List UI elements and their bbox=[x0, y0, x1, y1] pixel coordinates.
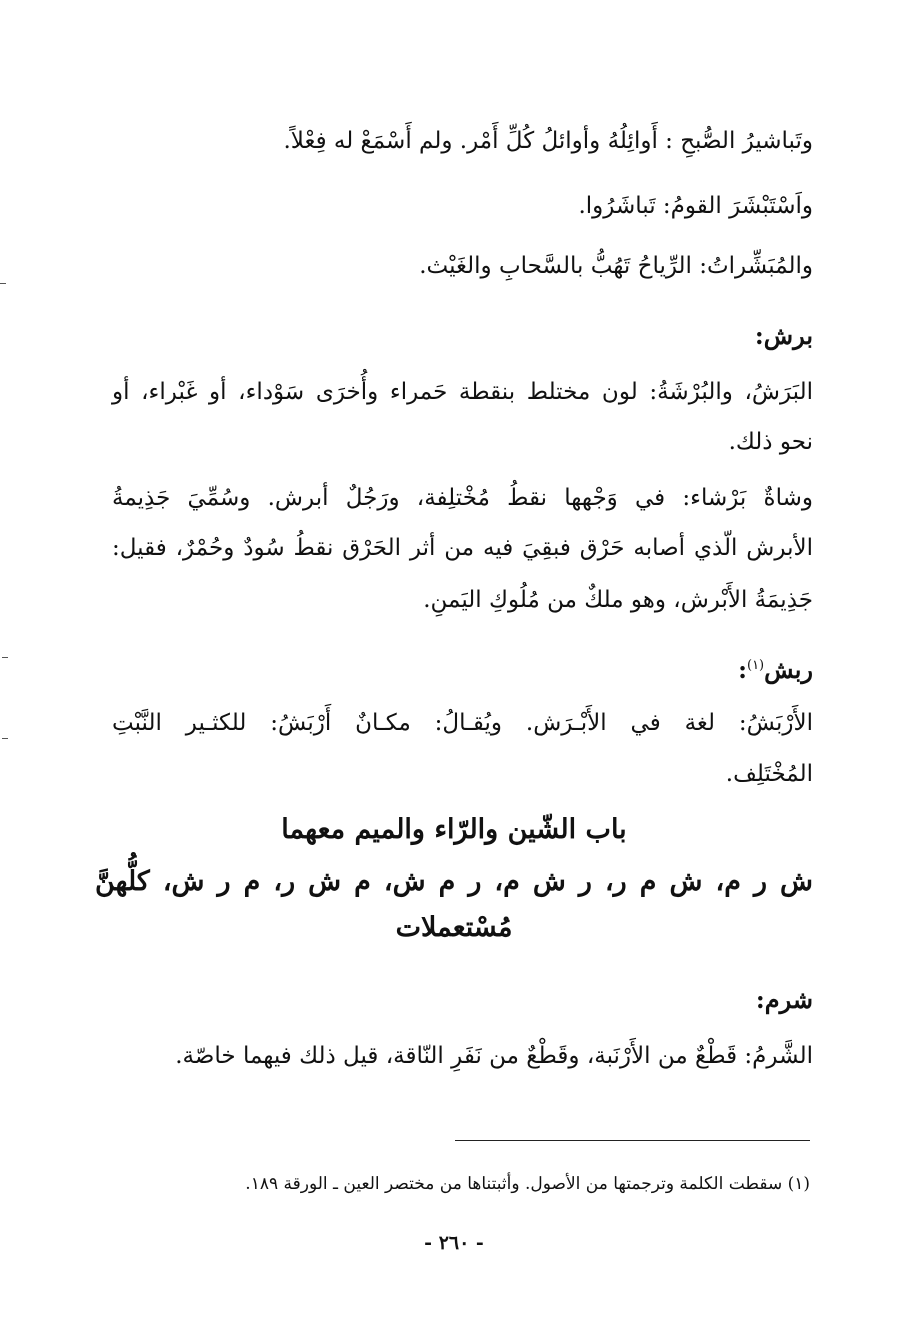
text-line: الأبرش الّذي أصابه حَرْق فبقِيَ فيه من أثر الحَرْق نقطُ سُودٌ وحُمْرٌ، فقيل: bbox=[112, 535, 813, 561]
text-line: جَذِيمَةُ الأَبْرش، وهو ملكٌ من مُلُوكِ اليَمنِ. bbox=[423, 587, 813, 613]
text-line: وتَباشيرُ الصُّبحِ : أَوائِلُهُ وأوائلُ كُلِّ أَمْر. ولم أَسْمَعْ له فِعْلاً. bbox=[283, 128, 813, 154]
entry-heading-sharm: شرم: bbox=[755, 985, 813, 1014]
scan-edge-mark bbox=[2, 657, 8, 658]
text-line: واَسْتَبْشَرَ القومُ: تَباشَرُوا. bbox=[578, 193, 813, 219]
page-number: - ٢٦٠ - bbox=[424, 1232, 484, 1254]
entry-heading-rabash bbox=[738, 646, 813, 690]
text-line: والمُبَشِّراتُ: الرِّياحُ تَهُبُّ بالسَّحابِ والغَيْث. bbox=[419, 253, 813, 279]
text-line: الأَرْبَشُ: لغة في الأَبْـرَش. ويُقـالُ: مكـانٌ أَرْبَشُ: للكثـير النَّبْتِ bbox=[112, 710, 813, 736]
scan-edge-mark bbox=[0, 283, 6, 284]
text-line: المُخْتَلِف. bbox=[725, 761, 813, 787]
chapter-subtitle: ش ر م، ش م ر، ر ش م، ر م ش، م ش ر، م ر ش، كلُّهنَّ bbox=[95, 866, 813, 897]
entry-heading-barash: برش: bbox=[754, 321, 813, 350]
footnote: (١) سقطت الكلمة وترجمتها من الأصول. وأثبتناها من مختصر العين ـ الورقة ١٨٩. bbox=[245, 1174, 810, 1194]
scan-edge-mark bbox=[2, 738, 8, 739]
heading-word: ربش bbox=[764, 655, 813, 684]
text-line: وشاةٌ بَرْشاء: في وَجْهها نقطُ مُخْتلِفة، ورَجُلٌ أبرش. وسُمِّيَ جَذِيمةُ bbox=[112, 485, 813, 511]
text-line: نحو ذلك. bbox=[728, 429, 813, 455]
footnote-rule bbox=[455, 1140, 810, 1141]
chapter-subtitle: مُسْتعملات bbox=[395, 912, 513, 943]
text-line: الشَّرمُ: قَطْعٌ من الأَرْنَبة، وقَطْعٌ من نَفَرِ النّاقة، قيل ذلك فيهما خاصّة. bbox=[175, 1043, 813, 1069]
footnote-ref: (١) bbox=[746, 658, 765, 673]
chapter-title: باب الشّين والرّاء والميم معهما bbox=[281, 814, 627, 845]
heading-colon: : bbox=[738, 655, 747, 684]
text-line: البَرَشُ، والبُرْشَةُ: لون مختلط بنقطة حَمراء وأُخرَى سَوْداء، أو غَبْراء، أو bbox=[112, 379, 813, 405]
